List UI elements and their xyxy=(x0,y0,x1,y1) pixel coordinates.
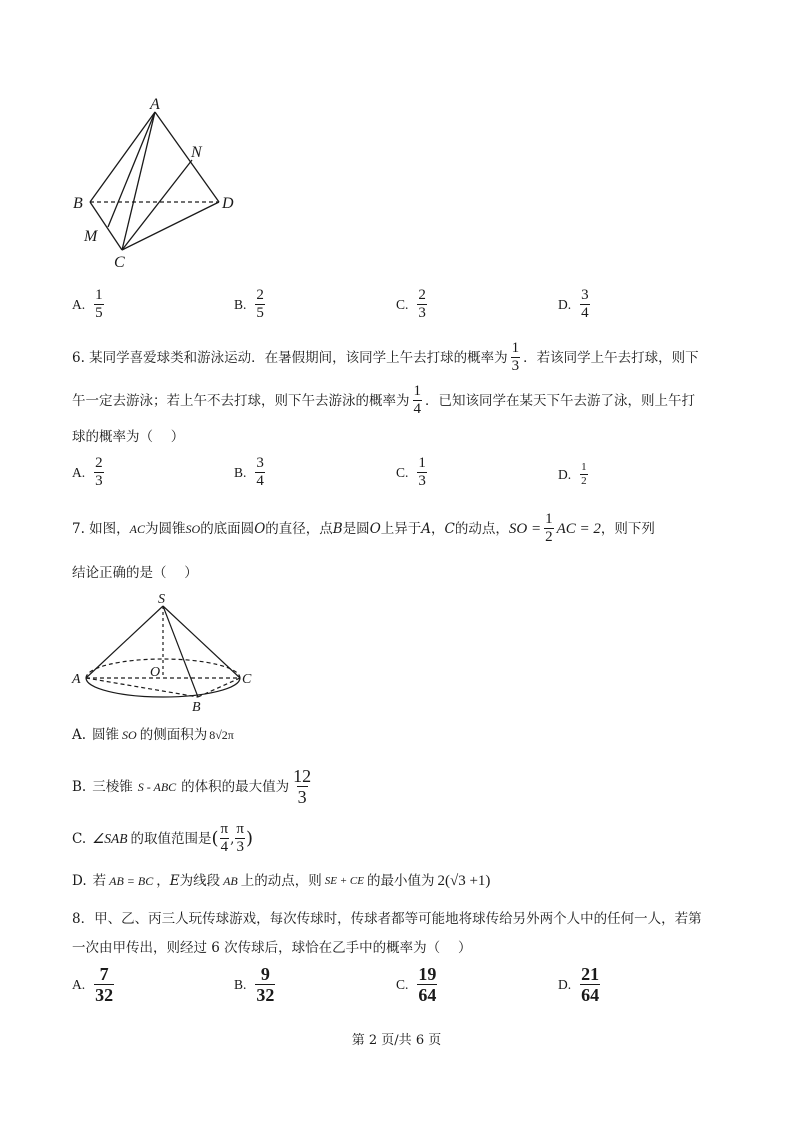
q7-option-b[interactable] xyxy=(72,767,315,806)
q7-text: 7. 如图， xyxy=(72,520,130,537)
q6-option-b[interactable] xyxy=(234,456,268,489)
option-label: C. xyxy=(396,464,409,480)
option-label: D. xyxy=(72,873,87,889)
math-ac-eq: AC = 2 xyxy=(556,520,601,537)
denominator: 3 xyxy=(418,305,426,321)
q7-text: 的底面圆 xyxy=(200,520,255,537)
q6-text: 午一定去游泳；若上午不去打球，则下午去游泳的概率为 xyxy=(72,392,410,409)
math-b: B xyxy=(332,520,343,537)
denominator: 64 xyxy=(581,985,600,1005)
q7-text: 的直径，点 xyxy=(265,520,333,537)
option-label: C. xyxy=(396,296,409,312)
option-text: 三棱锥 xyxy=(92,778,133,795)
label-M: M xyxy=(84,228,98,245)
numerator: 19 xyxy=(418,964,437,984)
math-angle: ∠SAB xyxy=(92,830,128,846)
q8-line-1: 8．甲、乙、丙三人玩传球游戏，每次传球时，传球者都等可能地将球传给另外两个人中的任何一人，若第 xyxy=(72,911,702,927)
label-B: B xyxy=(192,700,201,715)
q8-option-c[interactable] xyxy=(396,965,440,1004)
numerator: π xyxy=(220,821,229,837)
option-text: 为线段 xyxy=(179,873,221,889)
numerator: 2 xyxy=(256,287,264,303)
numerator: π xyxy=(236,821,244,837)
paren-left: ( xyxy=(211,827,219,849)
q6-text: ．若该同学上午去打球，则下 xyxy=(523,349,699,366)
option-text: 若 xyxy=(92,873,107,889)
q6-option-d[interactable] xyxy=(558,462,591,487)
denominator: 3 xyxy=(418,473,426,489)
q6-option-a[interactable] xyxy=(72,456,107,489)
denominator: 5 xyxy=(95,305,103,321)
math-value: 2(√3 +1) xyxy=(437,873,491,889)
q6-line-2 xyxy=(72,384,695,417)
option-label: A. xyxy=(72,464,86,480)
math-c: C xyxy=(444,520,455,537)
numerator: 1 xyxy=(581,461,587,473)
label-N: N xyxy=(191,144,202,161)
numerator: 3 xyxy=(256,455,264,471)
q7-text: ， xyxy=(431,520,445,537)
denominator: 4 xyxy=(413,401,421,417)
option-label: C. xyxy=(396,976,409,992)
q6-text: 6. 某同学喜爱球类和游泳运动．在暑假期间，该同学上午去打球的概率为 xyxy=(72,349,508,366)
numerator: 2 xyxy=(95,455,103,471)
cone-figure xyxy=(70,590,260,715)
q7-option-c[interactable] xyxy=(72,822,253,855)
numerator: 2 xyxy=(418,287,426,303)
denominator: 3 xyxy=(297,787,307,807)
numerator: 1 xyxy=(413,383,421,399)
math-expr: S - ABC xyxy=(137,779,177,794)
label-C: C xyxy=(114,254,125,271)
numerator: 1 xyxy=(511,340,520,356)
option-text: 的侧面积为 xyxy=(139,727,208,743)
q7-line-1 xyxy=(72,512,655,545)
option-label: A. xyxy=(72,976,86,992)
option-label: B. xyxy=(234,976,247,992)
q8-line-2: 一次由甲传出，则经过 6 次传球后，球恰在乙手中的概率为（ ） xyxy=(72,940,472,956)
comma: , xyxy=(230,830,235,847)
option-text: 圆锥 xyxy=(92,727,120,743)
numerator: 9 xyxy=(260,964,270,984)
denominator: 2 xyxy=(545,529,553,545)
numerator: 1 xyxy=(418,455,426,471)
numerator: 1 xyxy=(545,511,553,527)
denominator: 3 xyxy=(511,358,520,374)
q7-option-a[interactable] xyxy=(72,725,234,745)
numerator: 3 xyxy=(581,287,589,303)
paren-right: ) xyxy=(245,827,254,849)
q7-text: 上异于 xyxy=(380,520,422,537)
option-text: ， xyxy=(156,873,170,889)
option-label: B. xyxy=(234,464,247,480)
option-label: D. xyxy=(558,296,572,312)
option-label: B. xyxy=(234,296,247,312)
option-label: B. xyxy=(72,778,87,795)
denominator: 4 xyxy=(256,473,264,489)
math-o: O xyxy=(254,520,266,537)
label-D: D xyxy=(222,195,234,212)
q6-text: ．已知该同学在某天下午去游了泳，则上午打 xyxy=(425,392,695,409)
q6-line-3: 球的概率为（ ） xyxy=(72,429,185,445)
q7-text: 为圆锥 xyxy=(145,520,186,537)
q7-text: 是圆 xyxy=(342,520,370,537)
option-text: 的取值范围是 xyxy=(130,830,212,847)
tetrahedron-figure xyxy=(70,95,245,275)
denominator: 3 xyxy=(95,473,103,489)
denominator: 4 xyxy=(581,305,589,321)
denominator: 32 xyxy=(256,985,275,1005)
label-O: O xyxy=(150,665,161,680)
label-A: A xyxy=(150,96,160,113)
denominator: 4 xyxy=(220,839,229,855)
label-B: B xyxy=(73,195,83,212)
option-label: D. xyxy=(558,466,572,482)
math-expr: SE + CE xyxy=(324,875,364,887)
label-S: S xyxy=(158,592,165,607)
numerator: 7 xyxy=(99,964,109,984)
math-value: 8√2π xyxy=(209,728,234,742)
math-ab: AB xyxy=(223,874,238,888)
math-so-eq: SO = xyxy=(508,520,542,537)
math-ac: AC xyxy=(129,521,146,536)
q5-option-b[interactable] xyxy=(234,288,268,321)
q5-option-c[interactable] xyxy=(396,288,430,321)
denominator: 5 xyxy=(256,305,264,321)
option-label: D. xyxy=(558,976,572,992)
label-C: C xyxy=(242,672,252,687)
q6-option-c[interactable] xyxy=(396,456,430,489)
denominator: 64 xyxy=(418,985,437,1005)
option-text: 的体积的最大值为 xyxy=(181,778,290,795)
math-o: O xyxy=(369,520,381,537)
numerator: 21 xyxy=(581,964,600,984)
q5-option-d[interactable] xyxy=(558,288,593,321)
math-a: A xyxy=(421,520,432,537)
q8-option-d[interactable] xyxy=(558,965,603,1004)
q8-option-a[interactable] xyxy=(72,965,117,1004)
q7-text: 的动点， xyxy=(454,520,509,537)
option-text: 的最小值为 xyxy=(366,873,435,889)
q5-option-a[interactable] xyxy=(72,288,107,321)
numerator: 12 xyxy=(293,766,312,786)
option-label: A. xyxy=(72,727,87,743)
numerator: 1 xyxy=(95,287,103,303)
q8-option-b[interactable] xyxy=(234,965,278,1004)
page-footer: 第 2 页/共 6 页 xyxy=(351,1033,442,1048)
math-expr: AB = BC xyxy=(109,874,154,888)
q6-line-1 xyxy=(72,341,699,374)
denominator: 3 xyxy=(236,839,244,855)
denominator: 2 xyxy=(581,475,587,487)
q7-text: ，则下列 xyxy=(600,520,655,537)
q7-option-d[interactable] xyxy=(72,871,490,891)
math-so: SO xyxy=(185,521,201,536)
denominator: 32 xyxy=(95,985,114,1005)
option-text: 上的动点，则 xyxy=(240,873,322,889)
q7-line-2: 结论正确的是（ ） xyxy=(72,565,198,581)
label-A: A xyxy=(72,672,81,687)
math-so: SO xyxy=(122,728,137,742)
math-e: E xyxy=(169,873,180,889)
option-label: A. xyxy=(72,296,86,312)
option-label: C. xyxy=(72,830,87,847)
